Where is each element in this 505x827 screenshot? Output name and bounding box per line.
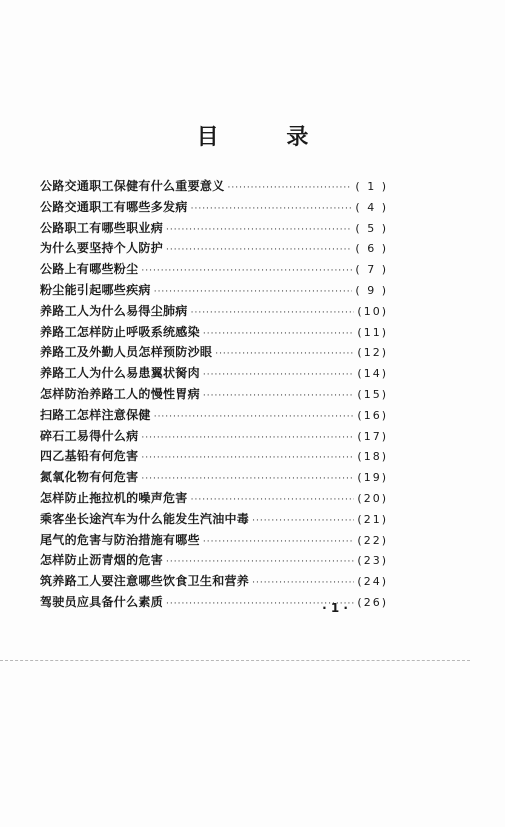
toc-entry-title: 养路工人为什么易患翼状胬肉	[40, 366, 200, 381]
toc-leader-dots	[191, 199, 353, 220]
scan-artifact-line	[0, 660, 470, 662]
toc-entry[interactable]	[40, 197, 388, 218]
toc-leader-dots	[203, 532, 355, 553]
toc-entry[interactable]	[40, 446, 388, 467]
toc-entry-page: (18)	[357, 450, 388, 464]
toc-leader-dots	[141, 469, 354, 490]
toc-entry-page: (17)	[357, 429, 388, 443]
toc-leader-dots	[203, 365, 355, 386]
toc-entry[interactable]	[40, 176, 388, 197]
page-number: · 1 ·	[322, 601, 348, 615]
toc-entry-page: (23)	[357, 554, 388, 568]
toc-entry-title: 怎样防止拖拉机的噪声危害	[40, 490, 188, 505]
toc-entry-page: (20)	[357, 491, 388, 505]
toc-entry-page: (10)	[357, 304, 388, 318]
toc-entry-page: ( 9 )	[355, 283, 388, 297]
toc-entry[interactable]	[40, 426, 388, 447]
toc-entry[interactable]	[40, 467, 388, 488]
toc-entry-page: (12)	[357, 346, 388, 360]
toc-entry-page: (14)	[357, 367, 388, 381]
page-title: 目 录	[196, 125, 339, 150]
toc-entry-page: (22)	[357, 533, 388, 547]
toc-entry-title: 筑养路工人要注意哪些饮食卫生和营养	[40, 574, 250, 589]
toc-entry-title: 养路工及外勤人员怎样预防沙眼	[40, 345, 213, 360]
toc-entry[interactable]	[40, 322, 388, 343]
toc-leader-dots	[154, 407, 355, 428]
toc-entry-page: (24)	[357, 575, 388, 589]
toc-entry-title: 乘客坐长途汽车为什么能发生汽油中毒	[40, 511, 250, 526]
toc-entry[interactable]	[40, 405, 388, 426]
toc-entry-title: 粉尘能引起哪些疾病	[40, 282, 151, 297]
toc-entry[interactable]	[40, 363, 388, 384]
toc-entry-page: (21)	[357, 512, 388, 526]
toc-entry-page: (16)	[357, 408, 388, 422]
toc-leader-dots	[141, 448, 354, 469]
toc-entry[interactable]	[40, 550, 388, 571]
toc-entry[interactable]	[40, 384, 388, 405]
toc-leader-dots	[215, 344, 354, 365]
toc-entry-title: 公路上有哪些粉尘	[40, 262, 139, 277]
toc-entry-page: ( 1 )	[355, 180, 388, 193]
toc-entry-title: 驾驶员应具备什么素质	[40, 594, 164, 609]
toc-leader-dots	[203, 386, 355, 407]
toc-leader-dots	[154, 282, 353, 303]
toc-entry[interactable]	[40, 259, 388, 280]
toc-entry-title: 怎样防止沥青烟的危害	[40, 553, 164, 568]
toc-leader-dots	[191, 303, 355, 324]
toc-entry[interactable]	[40, 301, 388, 322]
toc-leader-dots	[252, 573, 354, 594]
toc-entry[interactable]	[40, 488, 388, 509]
toc-entry-title: 扫路工怎样注意保健	[40, 407, 151, 422]
table-of-contents	[40, 176, 388, 613]
toc-leader-dots	[166, 240, 352, 261]
toc-entry-title: 公路职工有哪些职业病	[40, 220, 164, 235]
toc-entry[interactable]	[40, 571, 388, 592]
toc-entry[interactable]	[40, 238, 388, 259]
toc-leader-dots	[141, 428, 354, 449]
toc-entry-title: 养路工怎样防止呼吸系统感染	[40, 324, 200, 339]
toc-leader-dots	[166, 220, 352, 241]
toc-leader-dots	[166, 552, 354, 573]
toc-entry-title: 碎石工易得什么病	[40, 428, 139, 443]
toc-entry-page: (15)	[357, 387, 388, 401]
toc-leader-dots	[252, 511, 354, 532]
toc-entry-title: 公路交通职工有哪些多发病	[40, 199, 188, 214]
toc-entry[interactable]	[40, 530, 388, 551]
toc-entry-page: (26)	[357, 595, 388, 609]
toc-entry[interactable]	[40, 280, 388, 301]
toc-entry-page: ( 4 )	[355, 200, 388, 214]
toc-entry-title: 公路交通职工保健有什么重要意义	[40, 179, 225, 193]
toc-leader-dots	[191, 490, 355, 511]
toc-entry-title: 为什么要坚持个人防护	[40, 241, 164, 256]
toc-entry-title: 氮氧化物有何危害	[40, 470, 139, 485]
toc-entry-page: ( 6 )	[355, 242, 388, 256]
toc-entry[interactable]	[40, 509, 388, 530]
toc-entry-title: 尾气的危害与防治措施有哪些	[40, 532, 200, 547]
toc-entry[interactable]	[40, 342, 388, 363]
toc-entry-page: ( 7 )	[355, 263, 388, 277]
toc-entry-title: 养路工人为什么易得尘肺病	[40, 303, 188, 318]
toc-entry-page: ( 5 )	[355, 221, 388, 235]
toc-leader-dots	[228, 178, 353, 199]
toc-leader-dots	[203, 324, 355, 345]
toc-entry-title: 怎样防治养路工人的慢性胃病	[40, 386, 200, 401]
toc-entry[interactable]	[40, 218, 388, 239]
toc-leader-dots	[141, 261, 352, 282]
toc-entry-page: (19)	[357, 471, 388, 485]
toc-entry-title: 四乙基铅有何危害	[40, 449, 139, 464]
toc-entry-page: (11)	[357, 325, 388, 339]
